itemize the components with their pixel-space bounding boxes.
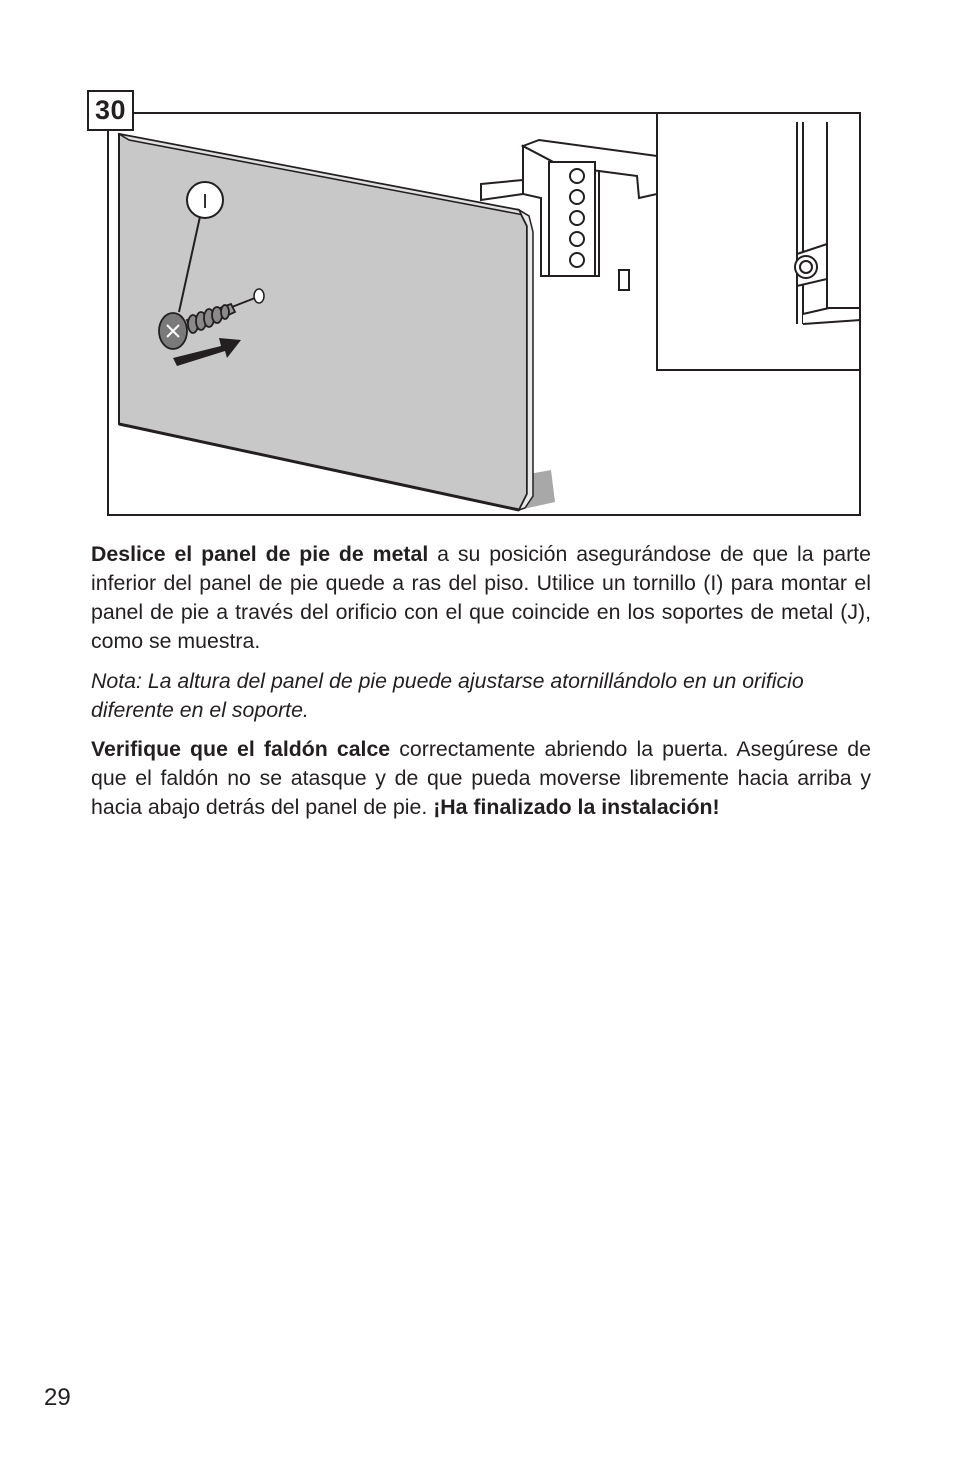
instruction-paragraph — [91, 540, 871, 656]
toe-panel-illustration — [109, 114, 861, 516]
instruction-body: a su posición asegurándose de que la parte inferior del panel de pie quede a ras del piso. Utilice un tornillo (I) para montar el panel de pie a través del orificio con el que coincide en los soportes de metal (J), como se muestra. — [91, 542, 871, 653]
instruction-lead: Deslice el panel de pie de metal — [91, 542, 429, 566]
completion-message: ¡Ha finalizado la instalación! — [433, 795, 720, 819]
callout-label: I — [202, 191, 208, 213]
verification-lead: Verifique que el faldón calce — [91, 737, 391, 761]
installation-figure — [107, 112, 861, 516]
verification-body: correctamente abriendo la puerta. Asegúrese de que el faldón no se atasque y de que pueda moverse libremente hacia arriba y hacia abajo detrás del panel de pie. — [91, 737, 871, 819]
cabinet-side — [657, 114, 861, 370]
verification-paragraph — [91, 735, 871, 822]
note-paragraph: Nota: La altura del panel de pie puede ajustarse atornillándolo en un orificio diferente en el soporte. — [91, 669, 804, 722]
step-number-badge: 30 — [87, 90, 134, 131]
page-number: 29 — [44, 1384, 71, 1411]
